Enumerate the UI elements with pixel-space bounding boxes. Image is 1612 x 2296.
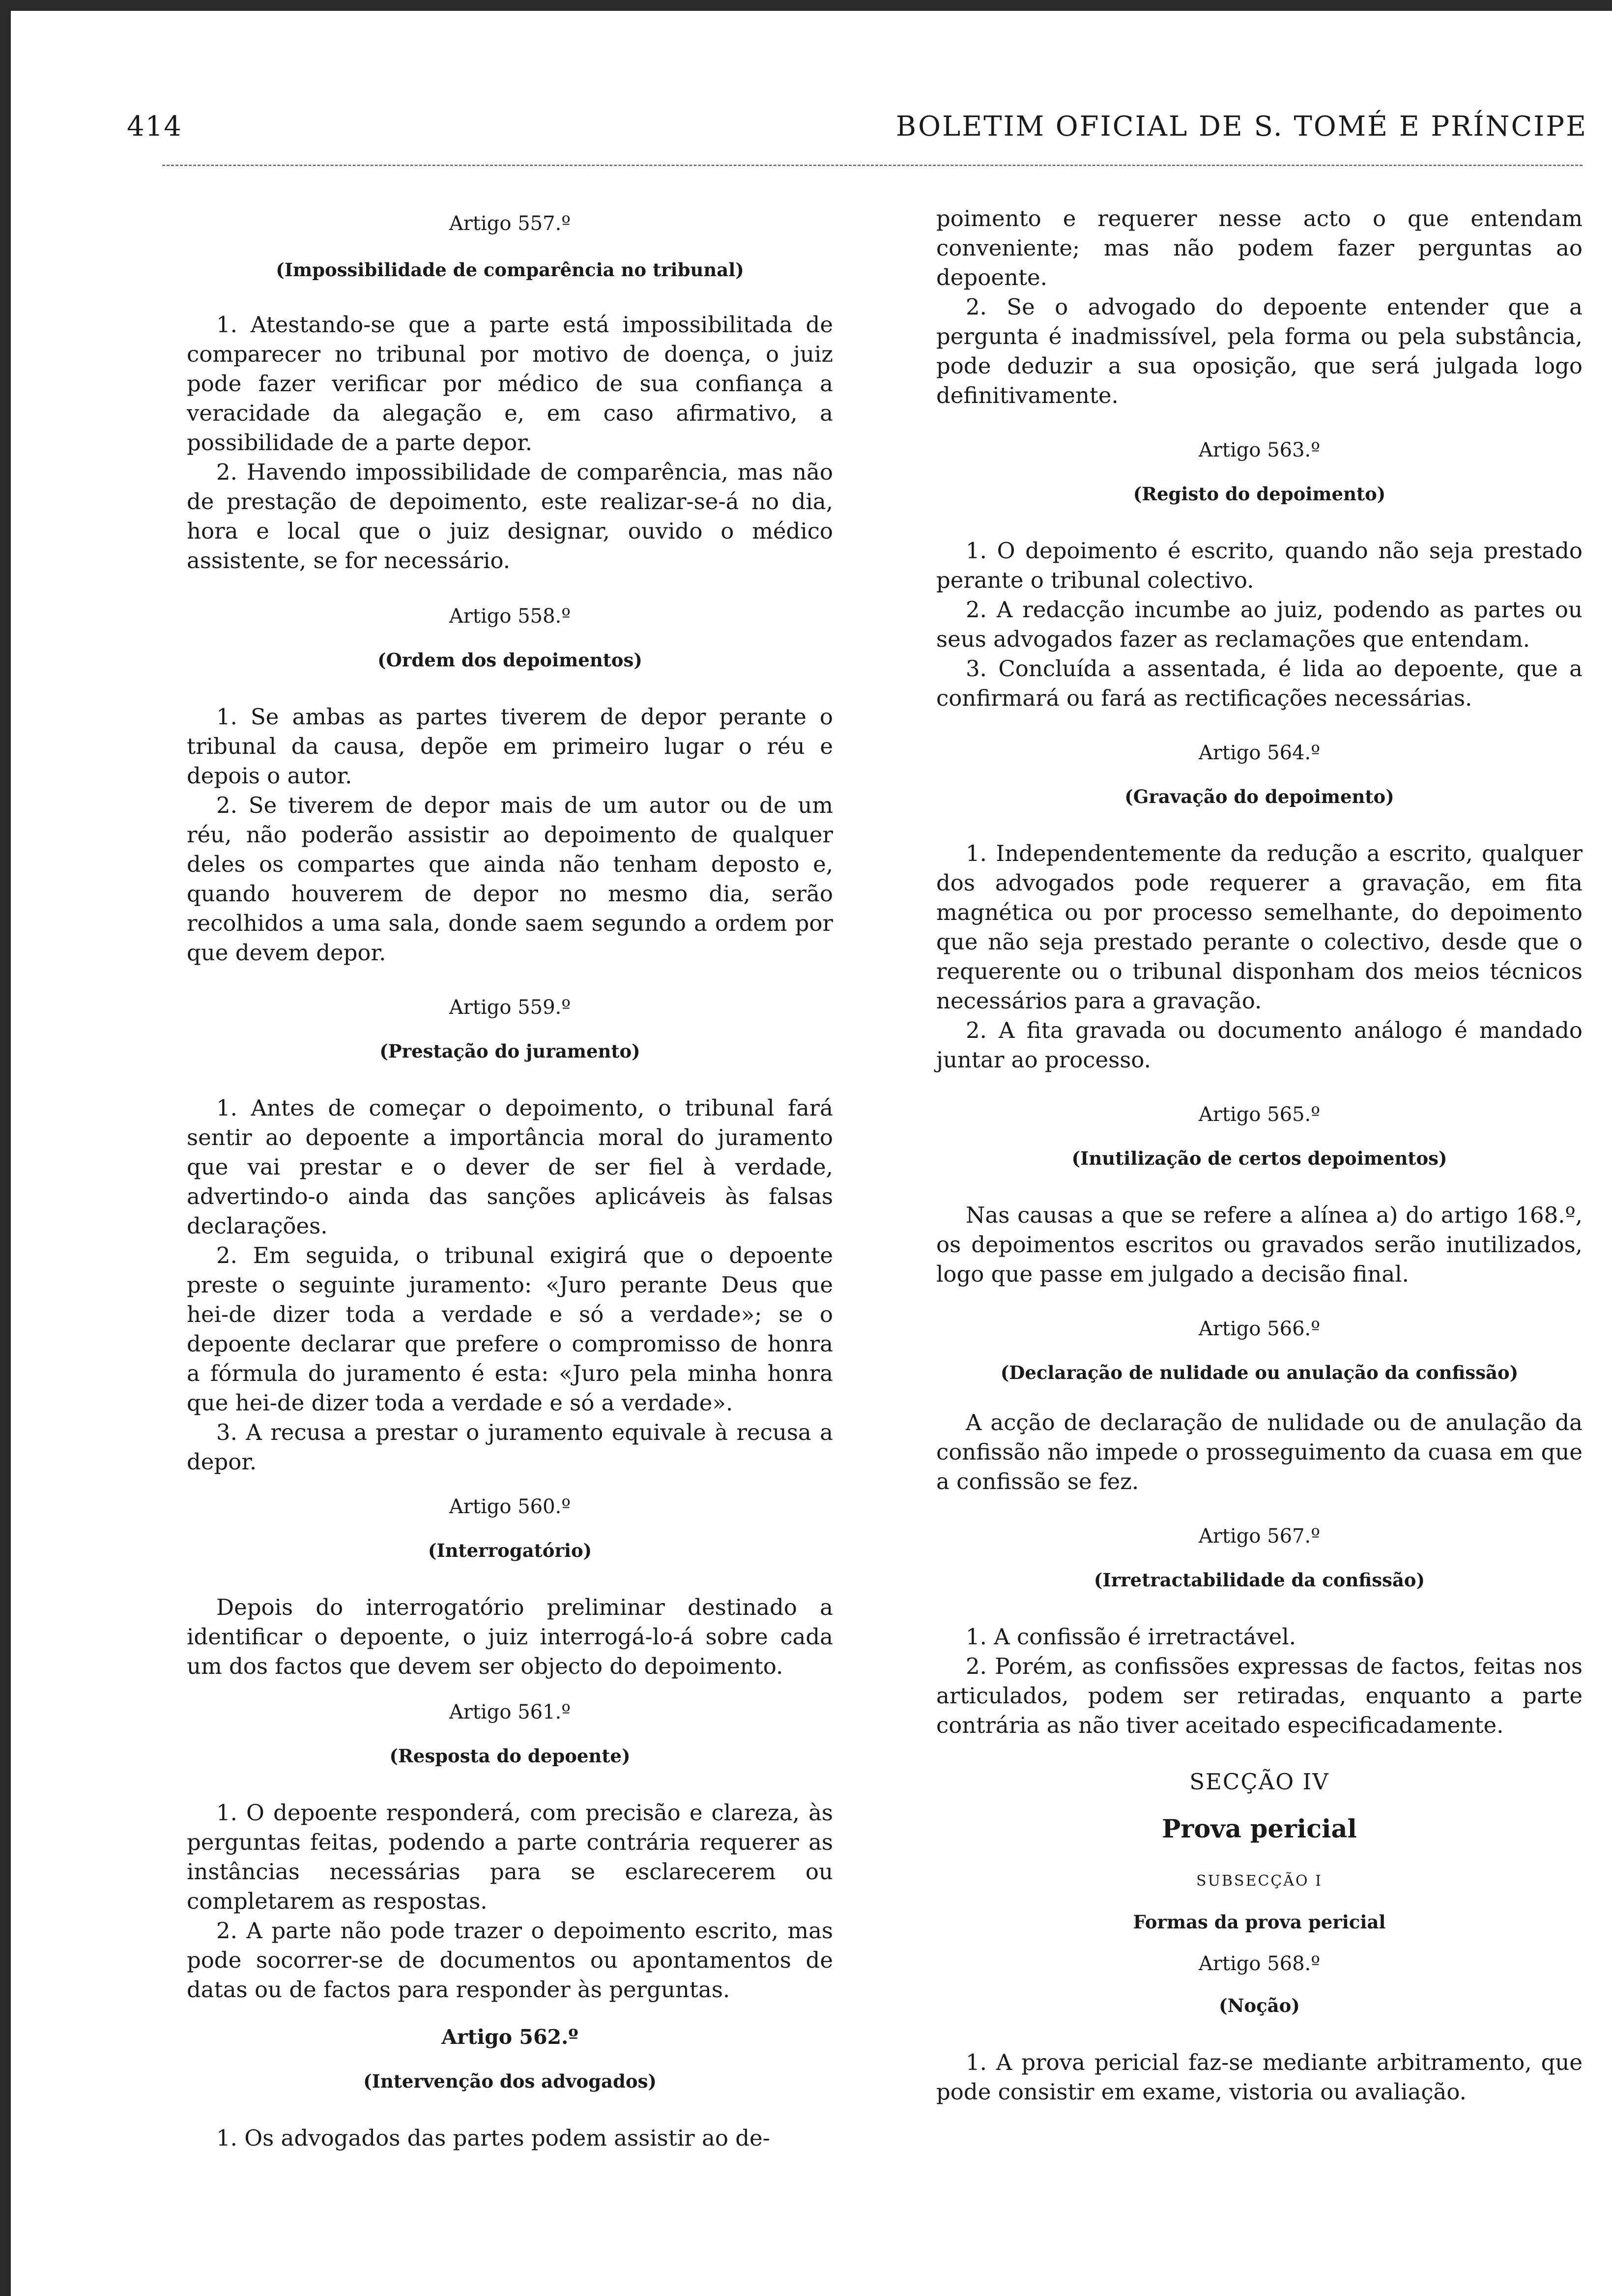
scan-border-left: [0, 0, 11, 2296]
article-559-paragraph-3: 3. A recusa a prestar o juramento equivale à recusa a depor.: [187, 1419, 833, 1475]
article-562-paragraph-1: 1. Os advogados das partes podem assistir ao de-: [216, 2125, 770, 2151]
article-568-number: Artigo 568.º: [1198, 1952, 1321, 1975]
article-566-heading: (Declaração de nulidade ou anulação da confissão): [1000, 1362, 1519, 1383]
article-564-heading: (Gravação do depoimento): [1124, 786, 1394, 807]
article-557-number: Artigo 557.º: [449, 212, 571, 235]
article-558-number: Artigo 558.º: [449, 605, 571, 628]
article-557-paragraph-1: 1. Atestando-se que a parte está impossibilitada de comparecer no tribunal por motivo de doença, o juiz pode fazer verificar por médico de sua confiança a veracidade da alegação e, em caso afirmativo, a possibilidade de a parte depor.: [187, 312, 833, 456]
running-title: BOLETIM OFICIAL DE S. TOMÉ E PRÍNCIPE: [895, 111, 1587, 143]
article-567-number: Artigo 567.º: [1198, 1525, 1321, 1548]
article-562-number: Artigo 562.º: [441, 2025, 578, 2049]
article-566-number: Artigo 566.º: [1198, 1318, 1321, 1340]
article-568-paragraph-1: 1. A prova pericial faz-se mediante arbitramento, que pode consistir em exame, vistoria ou avaliação.: [936, 2049, 1583, 2105]
page-header: [113, 106, 1587, 150]
article-566-paragraph-1: A acção de declaração de nulidade ou de anulação da confissão não impede o prosseguimento da cuasa em que a confissão se fez.: [936, 1409, 1583, 1494]
article-564-paragraph-1: 1. Independentemente da redução a escrito, qualquer dos advogados pode requerer a gravação, em fita magnética ou por processo semelhante, do depoimento que não seja prestado perante o colectivo, desde que o requerente ou o tribunal disponham dos meios técnicos necessários para a gravação.: [936, 840, 1583, 1014]
article-563-heading: (Registo do depoimento): [1133, 483, 1386, 505]
subsection-name: Formas da prova pericial: [1133, 1911, 1386, 1933]
article-559-heading: (Prestação do juramento): [379, 1040, 640, 1062]
article-560-heading: (Interrogatório): [428, 1540, 592, 1561]
article-558-heading: (Ordem dos depoimentos): [377, 649, 642, 671]
article-567-paragraph-2: 2. Porém, as confissões expressas de factos, feitas nos articulados, podem ser retiradas, enquanto a parte contrária as não tiver aceitado especificadamente.: [936, 1653, 1583, 1738]
article-557-heading: (Impossibilidade de comparência no tribunal): [276, 259, 744, 281]
article-559-paragraph-2: 2. Em seguida, o tribunal exigirá que o depoente preste o seguinte juramento: «Juro perante Deus que hei-de dizer toda a verdade e só a verdade»; se o depoente declarar que prefere o compromisso de honra a fórmula do juramento é esta: «Juro pela minha honra que hei-de dizer toda a verdade e só a verdade».: [187, 1242, 833, 1416]
article-565-number: Artigo 565.º: [1198, 1103, 1321, 1126]
article-558-paragraph-2: 2. Se tiverem de depor mais de um autor ou de um réu, não poderão assistir ao depoimento de qualquer deles os compartes que ainda não tenham deposto e, quando houverem de depor no mesmo dia, serão recolhidos a uma sala, donde saem segundo a ordem por que devem depor.: [187, 792, 833, 966]
article-563-paragraph-3: 3. Concluída a assentada, é lida ao depoente, que a confirmará ou fará as rectificações necessárias.: [936, 656, 1583, 711]
article-561-number: Artigo 561.º: [449, 1701, 571, 1723]
article-560-paragraph-1: Depois do interrogatório preliminar destinado a identificar o depoente, o juiz interrogá-lo-á sobre cada um dos factos que devem ser objecto do depoimento.: [187, 1594, 833, 1679]
article-558-paragraph-1: 1. Se ambas as partes tiverem de depor perante o tribunal da causa, depõe em primeiro lugar o réu e depois o autor.: [187, 704, 833, 789]
article-565-paragraph-1: Nas causas a que se refere a alínea a) do artigo 168.º, os depoimentos escritos ou gravados serão inutilizados, logo que passe em julgado a decisão final.: [936, 1202, 1583, 1287]
article-562-paragraph-2: 2. Se o advogado do depoente entender que a pergunta é inadmissível, pela forma ou pela substância, pode deduzir a sua oposição, que será julgada logo definitivamente.: [936, 294, 1583, 408]
section-name: Prova pericial: [1162, 1814, 1357, 1844]
page-number: 414: [127, 111, 182, 143]
scan-border-top: [0, 0, 1612, 11]
article-568-heading: (Noção): [1219, 1995, 1300, 2016]
article-561-paragraph-1: 1. O depoente responderá, com precisão e clareza, às perguntas feitas, podendo a parte contrária requerer as instâncias necessárias para se esclarecerem ou completarem as respostas.: [187, 1800, 833, 1914]
article-563-paragraph-1: 1. O depoimento é escrito, quando não seja prestado perante o tribunal colectivo.: [936, 538, 1583, 593]
article-564-paragraph-2: 2. A fita gravada ou documento análogo é mandado juntar ao processo.: [936, 1017, 1583, 1073]
article-557-paragraph-2: 2. Havendo impossibilidade de comparência, mas não de prestação de depoimento, este realizar-se-á no dia, hora e local que o juiz designar, ouvido o médico assistente, se for necessário.: [187, 459, 833, 574]
article-563-paragraph-2: 2. A redacção incumbe ao juiz, podendo as partes ou seus advogados fazer as reclamações que entendam.: [936, 597, 1583, 652]
left-column: [187, 197, 833, 2153]
article-562-heading: (Intervenção dos advogados): [363, 2070, 657, 2092]
article-561-heading: (Resposta do depoente): [389, 1745, 631, 1767]
article-563-number: Artigo 563.º: [1198, 439, 1321, 461]
article-559-number: Artigo 559.º: [449, 996, 571, 1019]
article-564-number: Artigo 564.º: [1198, 742, 1321, 764]
header-rule: [162, 165, 1583, 166]
article-561-paragraph-2: 2. A parte não pode trazer o depoimento escrito, mas pode socorrer-se de documentos ou apontamentos de datas ou de factos para responder às perguntas.: [187, 1918, 833, 2003]
subsection-title: SUBSECÇÃO I: [1196, 1872, 1323, 1890]
article-567-paragraph-1: 1. A confissão é irretractável.: [966, 1624, 1296, 1650]
article-565-heading: (Inutilização de certos depoimentos): [1071, 1148, 1447, 1169]
article-560-number: Artigo 560.º: [449, 1495, 571, 1518]
section-title: SECÇÃO IV: [1189, 1769, 1329, 1795]
right-column: [936, 197, 1583, 2107]
article-567-heading: (Irretractabilidade da confissão): [1094, 1569, 1425, 1591]
article-559-paragraph-1: 1. Antes de começar o depoimento, o tribunal fará sentir ao depoente a importância moral do juramento que vai prestar e o dever de ser fiel à verdade, advertindo-o ainda das sanções aplicáveis às falsas declarações.: [187, 1095, 833, 1239]
article-562-continuation: poimento e requerer nesse acto o que entendam conveniente; mas não podem fazer perguntas ao depoente.: [936, 205, 1583, 290]
